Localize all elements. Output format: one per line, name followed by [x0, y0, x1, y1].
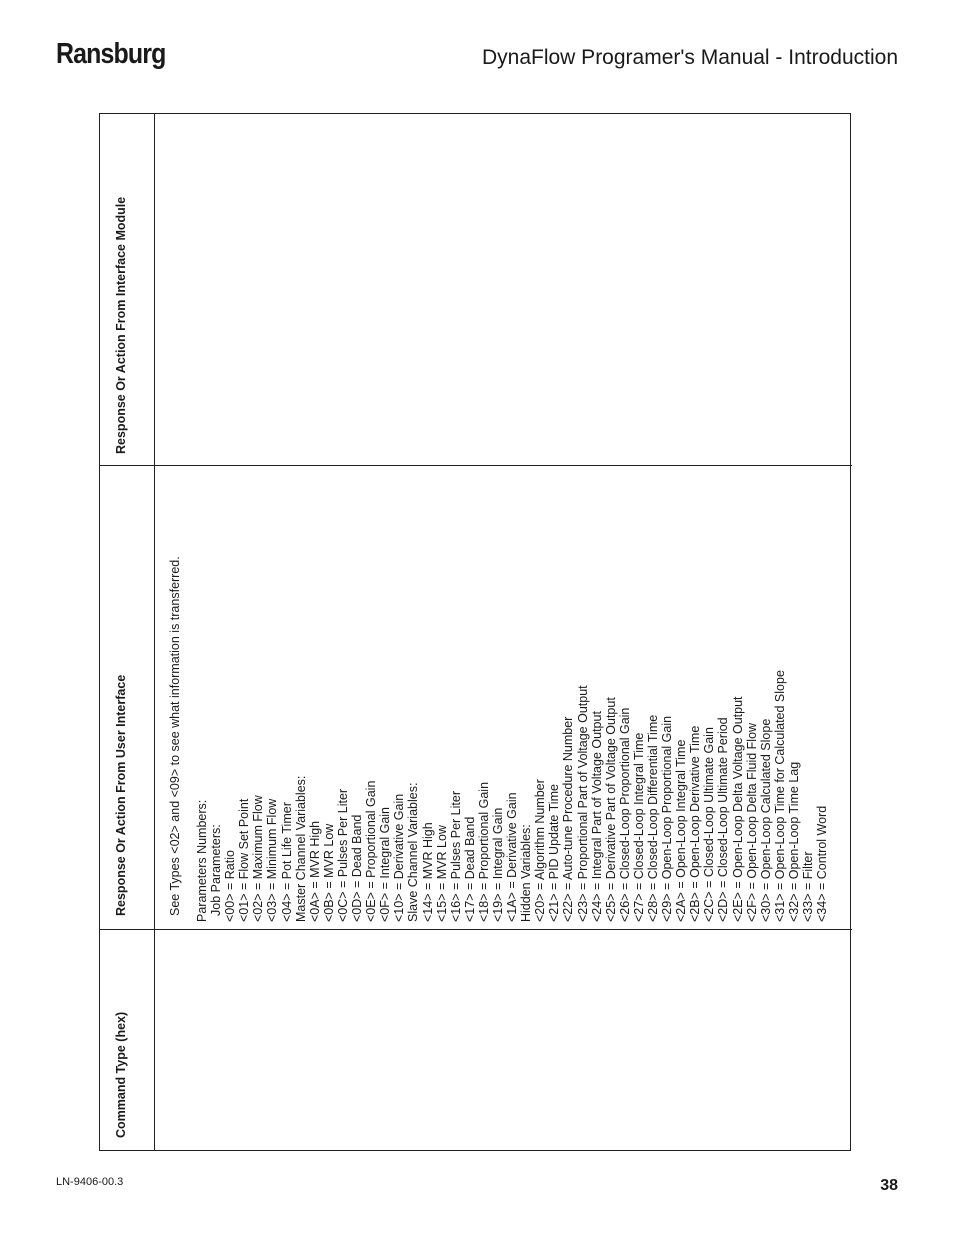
parameter-line: Parameters Numbers:: [195, 799, 209, 922]
parameter-line: <1A> = Derivative Gain: [505, 792, 520, 922]
parameter-list: [195, 670, 829, 922]
brand-logo: Ransburg: [56, 38, 166, 70]
header-command-type: Command Type (hex): [114, 1011, 128, 1138]
parameter-line: Master Channel Variables:: [293, 775, 308, 922]
parameter-line: Slave Channel Variables:: [406, 782, 421, 922]
parameter-line: <28> = Closed-Loop Differential Time: [646, 714, 660, 922]
parameter-line: <03> = Minimum Flow: [265, 798, 280, 922]
parameter-line: <02> = Maximum Flow: [251, 795, 266, 922]
parameter-line: <01> = Flow Set Point: [237, 798, 252, 922]
parameter-line: <0F> = Integral Gain: [378, 806, 393, 922]
parameter-line: <24> = Integral Part of Voltage Output: [589, 711, 604, 922]
parameter-line: <30> = Open-Loop Calculated Slope: [758, 718, 773, 922]
parameter-line: <2C> = Closed-Loop Ultimate Gain: [702, 727, 717, 922]
parameter-line: <00> = Ratio: [223, 850, 238, 922]
document-number: LN-9406-00.3: [56, 1176, 124, 1188]
parameter-line: <10> = Derivative Gain: [392, 793, 407, 922]
parameter-line: <20> = Algorithm Number: [533, 779, 548, 922]
parameter-line: <2E> = Open-Loop Delta Voltage Output: [730, 696, 745, 922]
parameter-line: <0B> = MVR Low: [321, 823, 336, 922]
parameter-line: <23> = Proportional Part of Voltage Output: [575, 685, 590, 922]
parameter-line: <2D> = Closed-Loop Ultimate Period: [716, 717, 731, 922]
parameter-line: <34> = Control Word: [815, 805, 830, 922]
parameter-line: <17> = Dead Band: [462, 816, 477, 922]
parameter-line: <18> = Proportional Gain: [476, 781, 491, 922]
header-user-interface: Response Or Action From User Interface: [114, 674, 128, 916]
parameter-line: <25> = Derivative Part of Voltage Output: [603, 697, 618, 922]
parameter-line: <2F> = Open-Loop Delta Fluid Flow: [744, 722, 759, 922]
parameter-line: <21> = PID Update Time: [547, 784, 562, 922]
parameter-line: <04> = Pot Life Timer: [279, 802, 294, 922]
parameter-line: <2A> = Open-Loop Integral Time: [674, 739, 689, 922]
row-divider-2: [100, 929, 852, 930]
parameter-line: <22> = Auto-tune Procedure Number: [561, 716, 576, 922]
parameter-line: <0E> = Proportional Gain: [364, 780, 379, 922]
parameter-line: <27> = Closed-Loop Integral Time: [631, 732, 646, 922]
parameter-line: <19> = Integral Gain: [490, 807, 505, 922]
header-divider: [154, 114, 155, 1150]
parameter-line: <14> = MVR High: [420, 822, 435, 922]
parameter-line: <0D> = Dead Band: [350, 814, 365, 922]
parameter-line: <31> = Open-Loop Time for Calculated Slope: [772, 670, 787, 922]
transfer-note: See Types <02> and <09> to see what information is transferred.: [168, 556, 182, 916]
parameter-line: <0C> = Pulses Per Liter: [335, 788, 350, 922]
parameter-line: <2B> = Open-Loop Derivative Time: [688, 725, 703, 922]
page-title: DynaFlow Programer's Manual - Introduction: [481, 46, 898, 69]
parameter-line: <16> = Pulses Per Liter: [448, 791, 463, 922]
parameter-line: <32> = Open-Loop Time Lag: [786, 761, 801, 922]
parameter-line: <29> = Open-Loop Proportional Gain: [660, 715, 675, 922]
command-table: [99, 113, 851, 1151]
parameter-line: Hidden Variables:: [519, 824, 534, 922]
parameter-line: <15> = MVR Low: [434, 825, 449, 922]
parameter-line: <33> = Filter: [801, 851, 816, 922]
row-divider-1: [100, 465, 852, 466]
page-number: 38: [880, 1177, 898, 1194]
header-interface-module: Response Or Action From Interface Module: [114, 196, 128, 454]
parameter-line: <0A> = MVR High: [307, 820, 322, 922]
parameter-line: Job Parameters:: [209, 824, 224, 916]
parameter-line: <26> = Closed-Loop Proportional Gain: [617, 707, 632, 922]
